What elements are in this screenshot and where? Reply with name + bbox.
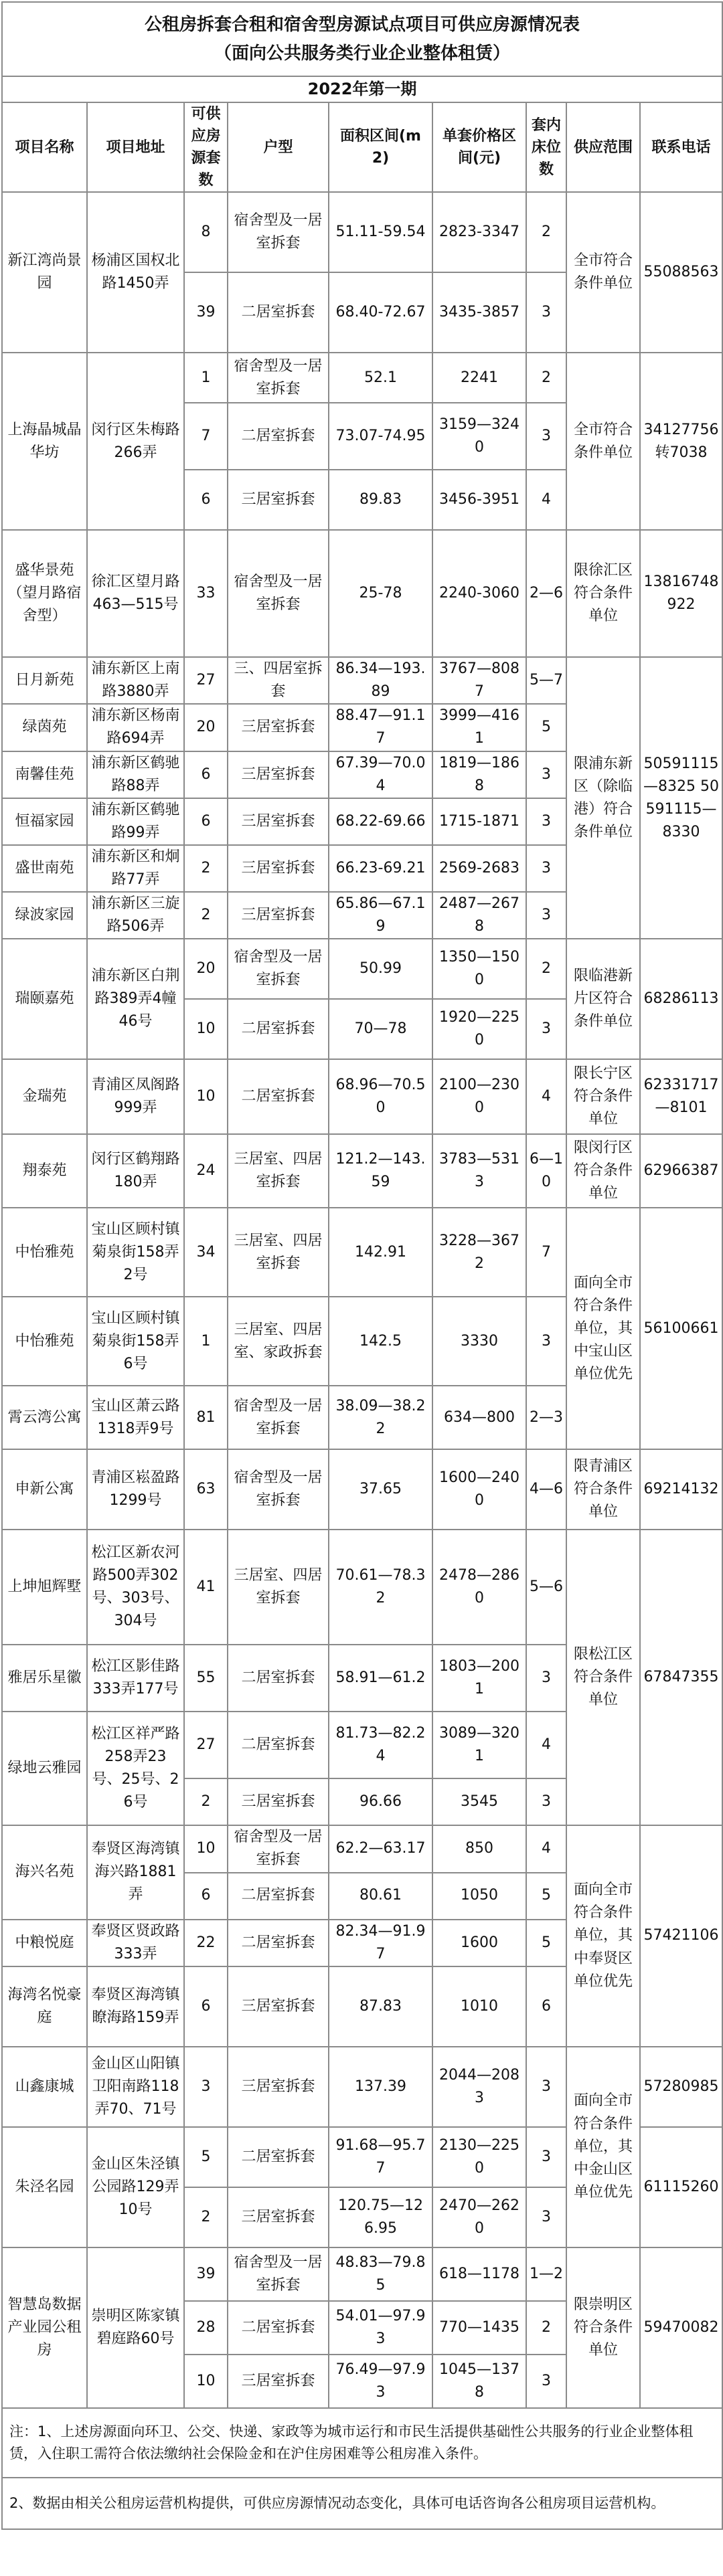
area-range-cell: 50.99 [329,939,432,999]
bed-count-cell: 3 [526,2355,566,2408]
contact-phone-cell: 55088563 [640,192,722,353]
project-name-cell: 恒福家园 [2,798,87,845]
contact-phone-cell: 62966387 [640,1134,722,1208]
area-range-cell: 76.49—97.93 [329,2355,432,2408]
unit-type-cell: 宿舍型及一居室拆套 [228,353,329,403]
unit-count-cell: 6 [184,1873,228,1920]
bed-count-cell: 3 [526,845,566,892]
table-row [2,2047,722,2127]
contact-phone-cell: 57421106 [640,1825,722,2046]
area-range-cell: 54.01—97.93 [329,2301,432,2355]
unit-type-cell: 二居室拆套 [228,272,329,353]
price-range-cell: 3435-3857 [432,272,526,353]
table-row [2,1530,722,1645]
supply-scope-cell: 限闵行区符合条件单位 [566,1134,640,1208]
bed-count-cell: 2—6 [526,530,566,657]
project-name-cell: 南馨佳苑 [2,751,87,798]
area-range-cell: 58.91—61.2 [329,1645,432,1712]
price-range-cell: 1050 [432,1873,526,1920]
unit-count-cell: 27 [184,657,228,704]
table-title [2,2,722,76]
area-range-cell: 37.65 [329,1449,432,1530]
price-range-cell: 2569-2683 [432,845,526,892]
area-range-cell: 89.83 [329,470,432,530]
supply-scope-cell: 限松江区符合条件单位 [566,1530,640,1825]
area-range-cell: 38.09—38.22 [329,1386,432,1449]
note-1: 注：1、上述房源面向环卫、公交、快递、家政等为城市运行和市民生活提供基础性公共服务的行业企业整体租赁，入住职工需符合依法缴纳社会保险金和在沪住房困难等公租房准入条件。 [2,2408,722,2478]
unit-count-cell: 10 [184,1825,228,1872]
unit-type-cell: 宿舍型及一居室拆套 [228,1386,329,1449]
price-range-cell: 1350—1500 [432,939,526,999]
bed-count-cell: 5 [526,1920,566,1966]
title-line-2: （面向公共服务类行业企业整体租赁） [214,43,511,64]
bed-count-cell: 3 [526,1297,566,1386]
bed-count-cell: 4—6 [526,1449,566,1530]
contact-phone-cell: 59470082 [640,2247,722,2408]
bed-count-cell: 2 [526,939,566,999]
unit-count-cell: 55 [184,1645,228,1712]
header-phone: 联系电话 [640,102,722,192]
unit-type-cell: 宿舍型及一居室拆套 [228,530,329,657]
project-name-cell: 山鑫康城 [2,2047,87,2127]
price-range-cell: 2487—2678 [432,892,526,939]
project-name-cell: 中怡雅苑 [2,1208,87,1297]
area-range-cell: 52.1 [329,353,432,403]
area-range-cell: 81.73—82.24 [329,1712,432,1778]
project-name-cell: 朱泾名园 [2,2127,87,2247]
project-address-cell: 金山区山阳镇卫阳南路118弄70、71号 [87,2047,184,2127]
unit-type-cell: 二居室拆套 [228,403,329,470]
price-range-cell: 3783—5313 [432,1134,526,1208]
unit-count-cell: 39 [184,2247,228,2301]
unit-count-cell: 20 [184,704,228,751]
title-line-1: 公租房拆套合租和宿舍型房源试点项目可供应房源情况表 [145,14,580,35]
project-address-cell: 松江区祥严路258弄23号、25号、26号 [87,1712,184,1825]
unit-count-cell: 7 [184,403,228,470]
project-address-cell: 浦东新区鹤驰路99弄 [87,798,184,845]
project-name-cell: 霄云湾公寓 [2,1386,87,1449]
supply-scope-cell: 限青浦区符合条件单位 [566,1449,640,1530]
project-name-cell: 绿茵苑 [2,704,87,751]
header-row [2,102,722,192]
project-name-cell: 新江湾尚景园 [2,192,87,353]
unit-count-cell: 22 [184,1920,228,1966]
unit-count-cell: 8 [184,192,228,272]
unit-count-cell: 6 [184,798,228,845]
bed-count-cell: 4 [526,1825,566,1872]
bed-count-cell: 3 [526,2127,566,2187]
contact-phone-cell: 50591115—8325 50591115—8330 [640,657,722,939]
price-range-cell: 634—800 [432,1386,526,1449]
project-address-cell: 闵行区鹤翔路180弄 [87,1134,184,1208]
project-name-cell: 盛华景苑（望月路宿舍型） [2,530,87,657]
unit-type-cell: 三居室、四居室拆套 [228,1208,329,1297]
unit-type-cell: 宿舍型及一居室拆套 [228,1825,329,1872]
unit-type-cell: 三居室拆套 [228,704,329,751]
unit-count-cell: 1 [184,353,228,403]
unit-type-cell: 二居室拆套 [228,2127,329,2187]
unit-count-cell: 28 [184,2301,228,2355]
price-range-cell: 1010 [432,1966,526,2047]
bed-count-cell: 3 [526,1645,566,1712]
bed-count-cell: 6—10 [526,1134,566,1208]
supply-scope-cell: 全市符合条件单位 [566,353,640,530]
project-address-cell: 宝山区顾村镇菊泉街158弄2号 [87,1208,184,1297]
unit-type-cell: 三居室、四居室、家政拆套 [228,1297,329,1386]
area-range-cell: 86.34—193.89 [329,657,432,704]
unit-type-cell: 三居室拆套 [228,2355,329,2408]
unit-type-cell: 三居室拆套 [228,470,329,530]
area-range-cell: 96.66 [329,1778,432,1825]
unit-count-cell: 6 [184,1966,228,2047]
price-range-cell: 1045—1378 [432,2355,526,2408]
project-address-cell: 宝山区萧云路1318弄9号 [87,1386,184,1449]
unit-count-cell: 34 [184,1208,228,1297]
bed-count-cell: 3 [526,403,566,470]
header-count: 可供应房源套数 [184,102,228,192]
project-name-cell: 上坤旭辉墅 [2,1530,87,1645]
unit-count-cell: 81 [184,1386,228,1449]
unit-count-cell: 2 [184,845,228,892]
project-name-cell: 瑞颐嘉苑 [2,939,87,1059]
contact-phone-cell: 13816748922 [640,530,722,657]
unit-count-cell: 6 [184,751,228,798]
unit-type-cell: 三居室、四居室拆套 [228,1530,329,1645]
table-row [2,657,722,704]
table-row [2,353,722,403]
area-range-cell: 73.07-74.95 [329,403,432,470]
unit-count-cell: 5 [184,2127,228,2187]
price-range-cell: 2823-3347 [432,192,526,272]
table-row [2,1059,722,1134]
project-address-cell: 宝山区顾村镇菊泉街158弄6号 [87,1297,184,1386]
project-name-cell: 海湾名悦豪庭 [2,1966,87,2047]
unit-type-cell: 二居室拆套 [228,1920,329,1966]
supply-scope-cell: 面向全市符合条件单位，其中奉贤区单位优先 [566,1825,640,2046]
header-type: 户型 [228,102,329,192]
area-range-cell: 70—78 [329,999,432,1059]
price-range-cell: 1600—2400 [432,1449,526,1530]
price-range-cell: 1803—2001 [432,1645,526,1712]
header-scope: 供应范围 [566,102,640,192]
unit-count-cell: 63 [184,1449,228,1530]
project-name-cell: 中怡雅苑 [2,1297,87,1386]
price-range-cell: 1819—1868 [432,751,526,798]
price-range-cell: 2470—2620 [432,2187,526,2247]
project-address-cell: 松江区影佳路333弄177号 [87,1645,184,1712]
header-price: 单套价格区间(元) [432,102,526,192]
unit-count-cell: 27 [184,1712,228,1778]
project-name-cell: 盛世南苑 [2,845,87,892]
supply-scope-cell: 限长宁区符合条件单位 [566,1059,640,1134]
bed-count-cell: 3 [526,1778,566,1825]
project-address-cell: 松江区新农河路500弄302号、303号、304号 [87,1530,184,1645]
period-label: 2022年第一期 [2,76,722,102]
project-address-cell: 崇明区陈家镇碧庭路60号 [87,2247,184,2408]
table-row [2,1134,722,1208]
area-range-cell: 88.47—91.17 [329,704,432,751]
table-row [2,192,722,272]
project-name-cell: 上海晶城晶华坊 [2,353,87,530]
header-area: 面积区间(m2) [329,102,432,192]
project-name-cell: 绿波家园 [2,892,87,939]
bed-count-cell: 3 [526,2047,566,2127]
unit-type-cell: 三居室拆套 [228,2047,329,2127]
contact-phone-cell: 68286113 [640,939,722,1059]
unit-count-cell: 39 [184,272,228,353]
bed-count-cell: 5—6 [526,1530,566,1645]
bed-count-cell: 3 [526,272,566,353]
bed-count-cell: 4 [526,1059,566,1134]
bed-count-cell: 3 [526,751,566,798]
project-address-cell: 浦东新区鹤驰路88弄 [87,751,184,798]
unit-count-cell: 33 [184,530,228,657]
bed-count-cell: 3 [526,999,566,1059]
unit-type-cell: 二居室拆套 [228,1712,329,1778]
contact-phone-cell: 67847355 [640,1530,722,1825]
price-range-cell: 770—1435 [432,2301,526,2355]
unit-count-cell: 2 [184,892,228,939]
housing-table [1,1,723,2530]
unit-type-cell: 三居室拆套 [228,892,329,939]
unit-type-cell: 宿舍型及一居室拆套 [228,2247,329,2301]
project-name-cell: 中粮悦庭 [2,1920,87,1966]
bed-count-cell: 5 [526,1873,566,1920]
unit-count-cell: 24 [184,1134,228,1208]
project-address-cell: 金山区朱泾镇公园路129弄10号 [87,2127,184,2247]
unit-type-cell: 三居室拆套 [228,798,329,845]
header-name: 项目名称 [2,102,87,192]
bed-count-cell: 7 [526,1208,566,1297]
unit-count-cell: 41 [184,1530,228,1645]
bed-count-cell: 5—7 [526,657,566,704]
contact-phone-cell: 56100661 [640,1208,722,1449]
table-row [2,2247,722,2301]
area-range-cell: 67.39—70.04 [329,751,432,798]
area-range-cell: 82.34—91.97 [329,1920,432,1966]
price-range-cell: 3999—4161 [432,704,526,751]
area-range-cell: 66.23-69.21 [329,845,432,892]
unit-type-cell: 三居室拆套 [228,751,329,798]
supply-scope-cell: 限徐汇区符合条件单位 [566,530,640,657]
contact-phone-cell: 61115260 [640,2127,722,2247]
unit-count-cell: 2 [184,1778,228,1825]
project-address-cell: 浦东新区和炯路77弄 [87,845,184,892]
unit-type-cell: 三居室拆套 [228,1778,329,1825]
table-row [2,1449,722,1530]
area-range-cell: 68.40-72.67 [329,272,432,353]
area-range-cell: 48.83—79.85 [329,2247,432,2301]
project-name-cell: 翔泰苑 [2,1134,87,1208]
bed-count-cell: 4 [526,470,566,530]
supply-scope-cell: 限浦东新区（除临港）符合条件单位 [566,657,640,939]
contact-phone-cell: 69214132 [640,1449,722,1530]
price-range-cell: 2044—2083 [432,2047,526,2127]
project-address-cell: 徐汇区望月路463—515号 [87,530,184,657]
unit-count-cell: 10 [184,1059,228,1134]
bed-count-cell: 1—2 [526,2247,566,2301]
page [0,1,723,2576]
price-range-cell: 3089—3201 [432,1712,526,1778]
table-row [2,1825,722,1872]
unit-type-cell: 三居室、四居室拆套 [228,1134,329,1208]
bed-count-cell: 3 [526,892,566,939]
unit-count-cell: 10 [184,2355,228,2408]
price-range-cell: 618—1178 [432,2247,526,2301]
project-address-cell: 浦东新区三旋路506弄 [87,892,184,939]
area-range-cell: 25-78 [329,530,432,657]
bed-count-cell: 3 [526,2187,566,2247]
contact-phone-cell: 57280985 [640,2047,722,2127]
unit-count-cell: 6 [184,470,228,530]
area-range-cell: 68.96—70.50 [329,1059,432,1134]
price-range-cell: 3456-3951 [432,470,526,530]
price-range-cell: 2100—2300 [432,1059,526,1134]
price-range-cell: 2478—2860 [432,1530,526,1645]
area-range-cell: 70.61—78.32 [329,1530,432,1645]
unit-count-cell: 10 [184,999,228,1059]
supply-scope-cell: 面向全市符合条件单位，其中宝山区单位优先 [566,1208,640,1449]
unit-type-cell: 二居室拆套 [228,1645,329,1712]
unit-type-cell: 宿舍型及一居室拆套 [228,1449,329,1530]
unit-type-cell: 二居室拆套 [228,999,329,1059]
area-range-cell: 121.2—143.59 [329,1134,432,1208]
unit-count-cell: 20 [184,939,228,999]
project-name-cell: 金瑞苑 [2,1059,87,1134]
project-name-cell: 智慧岛数据产业园公租房 [2,2247,87,2408]
unit-type-cell: 三居室拆套 [228,2187,329,2247]
area-range-cell: 51.11-59.54 [329,192,432,272]
price-range-cell: 1920—2250 [432,999,526,1059]
project-name-cell: 海兴名苑 [2,1825,87,1919]
price-range-cell: 1600 [432,1920,526,1966]
supply-scope-cell: 限崇明区符合条件单位 [566,2247,640,2408]
bed-count-cell: 2 [526,353,566,403]
project-address-cell: 浦东新区杨南路694弄 [87,704,184,751]
area-range-cell: 87.83 [329,1966,432,2047]
project-address-cell: 闵行区朱梅路266弄 [87,353,184,530]
unit-type-cell: 二居室拆套 [228,2301,329,2355]
supply-scope-cell: 全市符合条件单位 [566,192,640,353]
header-beds: 套内床位数 [526,102,566,192]
unit-type-cell: 三、四居室拆套 [228,657,329,704]
price-range-cell: 2240-3060 [432,530,526,657]
project-address-cell: 杨浦区国权北路1450弄 [87,192,184,353]
project-address-cell: 浦东新区白荆路389弄4幢46号 [87,939,184,1059]
unit-type-cell: 宿舍型及一居室拆套 [228,939,329,999]
bed-count-cell: 2 [526,2301,566,2355]
price-range-cell: 3228—3672 [432,1208,526,1297]
bed-count-cell: 4 [526,1712,566,1778]
project-address-cell: 青浦区凤阁路999弄 [87,1059,184,1134]
supply-scope-cell: 限临港新片区符合条件单位 [566,939,640,1059]
price-range-cell: 1715-1871 [432,798,526,845]
unit-count-cell: 3 [184,2047,228,2127]
bed-count-cell: 2—3 [526,1386,566,1449]
area-range-cell: 142.5 [329,1297,432,1386]
area-range-cell: 142.91 [329,1208,432,1297]
price-range-cell: 850 [432,1825,526,1872]
contact-phone-cell: 62331717—8101 [640,1059,722,1134]
project-address-cell: 奉贤区贤政路333弄 [87,1920,184,1966]
price-range-cell: 3330 [432,1297,526,1386]
unit-count-cell: 1 [184,1297,228,1386]
supply-scope-cell: 面向全市符合条件单位，其中金山区单位优先 [566,2047,640,2247]
project-address-cell: 青浦区崧盈路1299号 [87,1449,184,1530]
table-row [2,1208,722,1297]
project-name-cell: 绿地云雅园 [2,1712,87,1825]
area-range-cell: 62.2—63.17 [329,1825,432,1872]
price-range-cell: 2130—2250 [432,2127,526,2187]
project-address-cell: 奉贤区海湾镇海兴路1881弄 [87,1825,184,1919]
unit-count-cell: 2 [184,2187,228,2247]
area-range-cell: 68.22-69.66 [329,798,432,845]
area-range-cell: 137.39 [329,2047,432,2127]
area-range-cell: 120.75—126.95 [329,2187,432,2247]
area-range-cell: 80.61 [329,1873,432,1920]
project-address-cell: 奉贤区海湾镇瞭海路159弄 [87,1966,184,2047]
unit-type-cell: 宿舍型及一居室拆套 [228,192,329,272]
area-range-cell: 65.86—67.19 [329,892,432,939]
bed-count-cell: 2 [526,192,566,272]
contact-phone-cell: 34127756转7038 [640,353,722,530]
price-range-cell: 3545 [432,1778,526,1825]
unit-type-cell: 三居室拆套 [228,1966,329,2047]
table-row [2,939,722,999]
header-address: 项目地址 [87,102,184,192]
price-range-cell: 3767—8087 [432,657,526,704]
project-name-cell: 申新公寓 [2,1449,87,1530]
area-range-cell: 91.68—95.77 [329,2127,432,2187]
note-2: 2、数据由相关公租房运营机构提供，可供应房源情况动态变化，具体可电话咨询各公租房项目运营机构。 [2,2478,722,2529]
price-range-cell: 3159—3240 [432,403,526,470]
bed-count-cell: 3 [526,798,566,845]
project-address-cell: 浦东新区上南路3880弄 [87,657,184,704]
unit-type-cell: 二居室拆套 [228,1873,329,1920]
bed-count-cell: 6 [526,1966,566,2047]
project-name-cell: 雅居乐星徽 [2,1645,87,1712]
table-row [2,530,722,657]
project-name-cell: 日月新苑 [2,657,87,704]
bed-count-cell: 5 [526,704,566,751]
price-range-cell: 2241 [432,353,526,403]
unit-type-cell: 三居室拆套 [228,845,329,892]
unit-type-cell: 二居室拆套 [228,1059,329,1134]
